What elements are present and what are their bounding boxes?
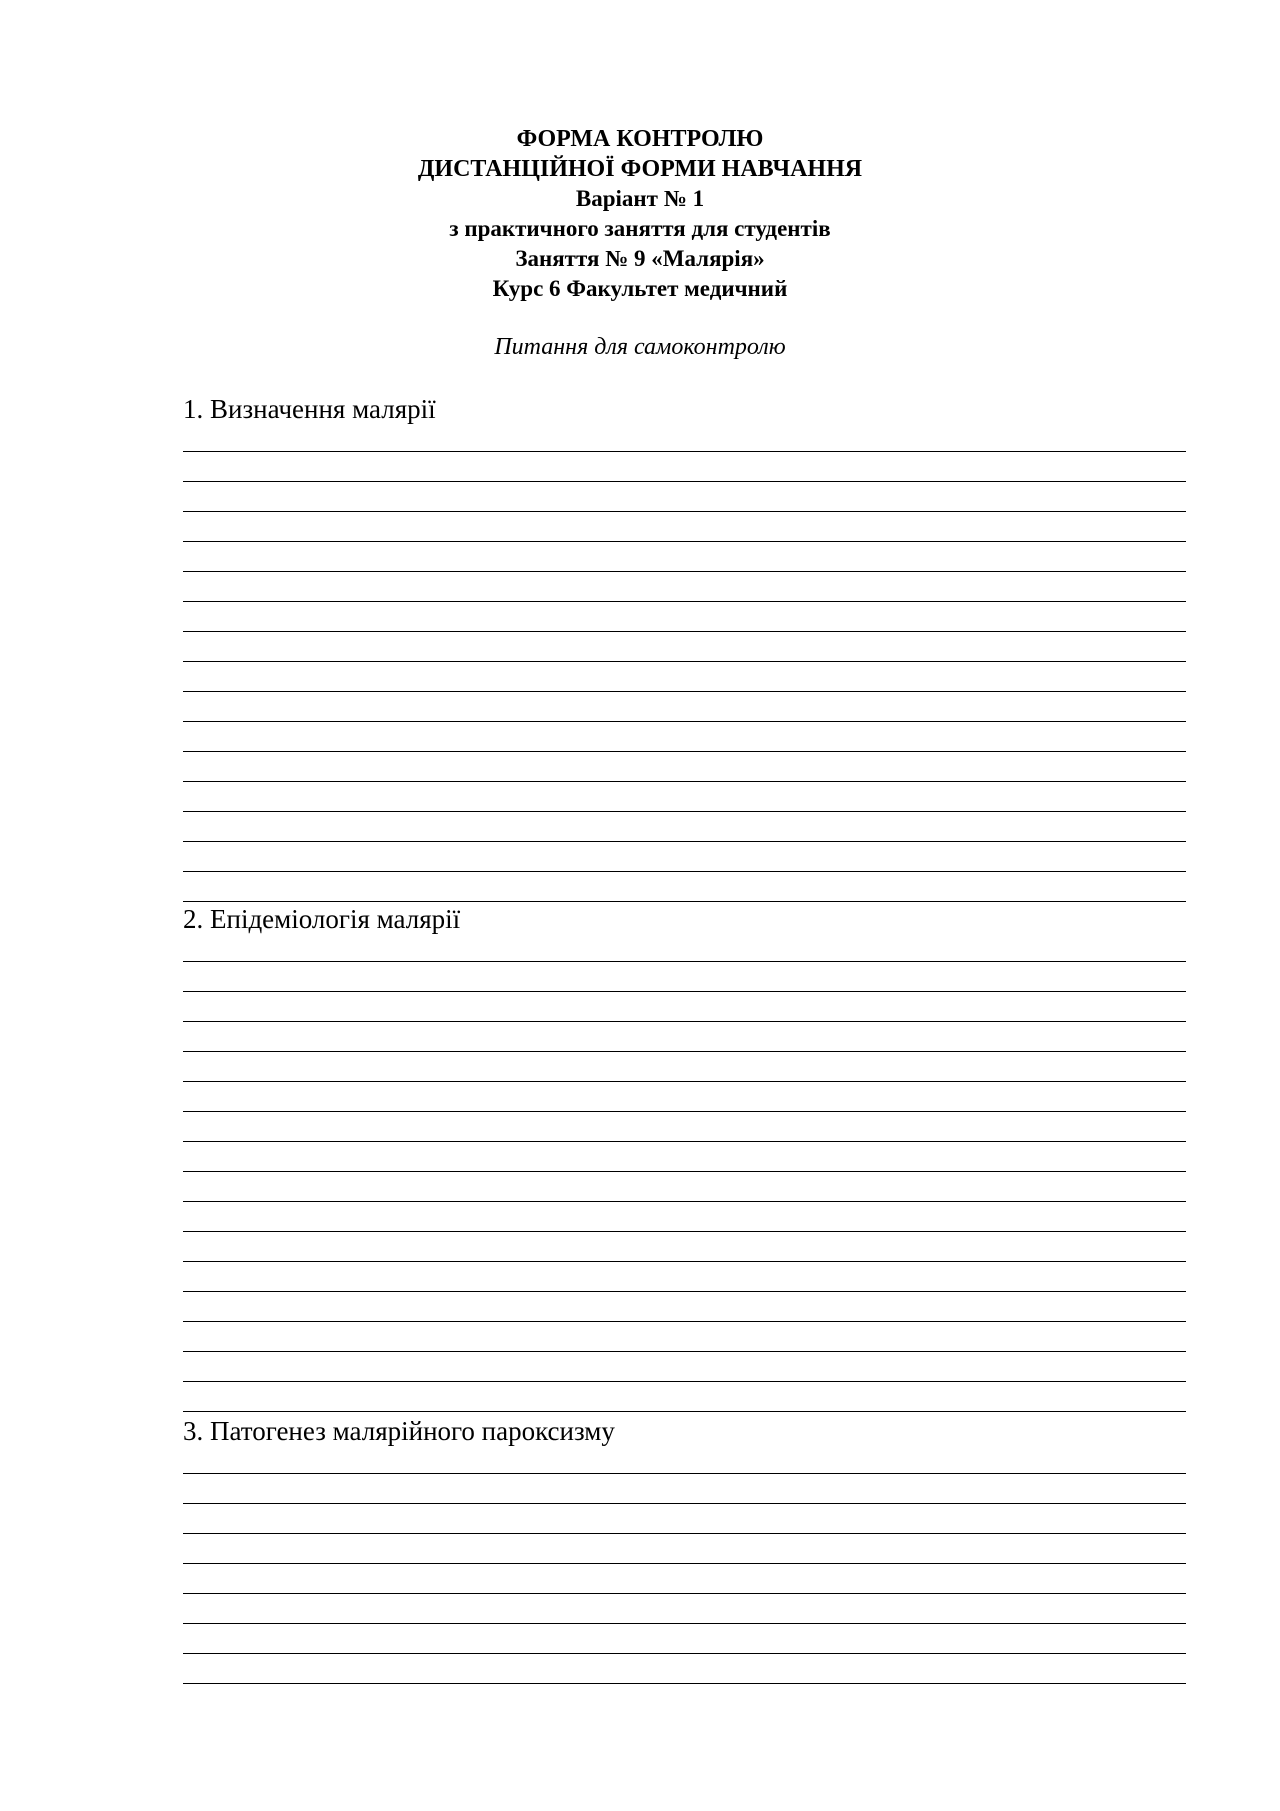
self-control-subtitle: Питання для самоконтролю <box>494 334 786 360</box>
answer-line[interactable] <box>183 1504 1186 1534</box>
answer-line[interactable] <box>183 1142 1186 1172</box>
header-form-type: ДИСТАНЦІЙНОЇ ФОРМИ НАВЧАННЯ <box>417 156 863 182</box>
question-3 <box>183 1414 1186 1684</box>
answer-line[interactable] <box>183 422 1186 452</box>
header-variant: Варіант № 1 <box>575 186 705 211</box>
answer-line[interactable] <box>183 1172 1186 1202</box>
answer-line[interactable] <box>183 1112 1186 1142</box>
question-title: 1. Визначення малярії <box>183 394 436 424</box>
question-1 <box>183 392 1186 902</box>
answer-line[interactable] <box>183 1382 1186 1412</box>
answer-line[interactable] <box>183 1202 1186 1232</box>
answer-area[interactable] <box>183 1444 1186 1684</box>
answer-area[interactable] <box>183 932 1186 1412</box>
answer-line[interactable] <box>183 542 1186 572</box>
answer-line[interactable] <box>183 1292 1186 1322</box>
header-lesson-topic: Заняття № 9 «Малярія» <box>515 246 765 271</box>
answer-line[interactable] <box>183 842 1186 872</box>
answer-line[interactable] <box>183 1262 1186 1292</box>
answer-line[interactable] <box>183 452 1186 482</box>
answer-line[interactable] <box>183 482 1186 512</box>
answer-line[interactable] <box>183 962 1186 992</box>
answer-line[interactable] <box>183 782 1186 812</box>
header-course-faculty: Курс 6 Факультет медичний <box>492 276 788 301</box>
answer-line[interactable] <box>183 722 1186 752</box>
answer-line[interactable] <box>183 812 1186 842</box>
answer-line[interactable] <box>183 872 1186 902</box>
answer-line[interactable] <box>183 602 1186 632</box>
answer-line[interactable] <box>183 992 1186 1022</box>
header-practical-lesson: з практичного заняття для студентів <box>449 216 831 241</box>
answer-line[interactable] <box>183 1232 1186 1262</box>
answer-line[interactable] <box>183 662 1186 692</box>
answer-line[interactable] <box>183 1052 1186 1082</box>
answer-line[interactable] <box>183 1534 1186 1564</box>
answer-line[interactable] <box>183 752 1186 782</box>
answer-line[interactable] <box>183 512 1186 542</box>
answer-line[interactable] <box>183 1022 1186 1052</box>
answer-line[interactable] <box>183 1474 1186 1504</box>
answer-line[interactable] <box>183 572 1186 602</box>
answer-line[interactable] <box>183 1654 1186 1684</box>
answer-line[interactable] <box>183 1624 1186 1654</box>
answer-area[interactable] <box>183 422 1186 902</box>
header-title: ФОРМА КОНТРОЛЮ <box>516 126 764 152</box>
question-2 <box>183 902 1186 1412</box>
answer-line[interactable] <box>183 932 1186 962</box>
answer-line[interactable] <box>183 1352 1186 1382</box>
question-title: 3. Патогенез малярійного пароксизму <box>183 1416 615 1446</box>
question-title: 2. Епідеміологія малярії <box>183 904 461 934</box>
answer-line[interactable] <box>183 1444 1186 1474</box>
answer-line[interactable] <box>183 1564 1186 1594</box>
answer-line[interactable] <box>183 632 1186 662</box>
answer-line[interactable] <box>183 692 1186 722</box>
document-header <box>0 124 1280 304</box>
answer-line[interactable] <box>183 1322 1186 1352</box>
answer-line[interactable] <box>183 1594 1186 1624</box>
answer-line[interactable] <box>183 1082 1186 1112</box>
